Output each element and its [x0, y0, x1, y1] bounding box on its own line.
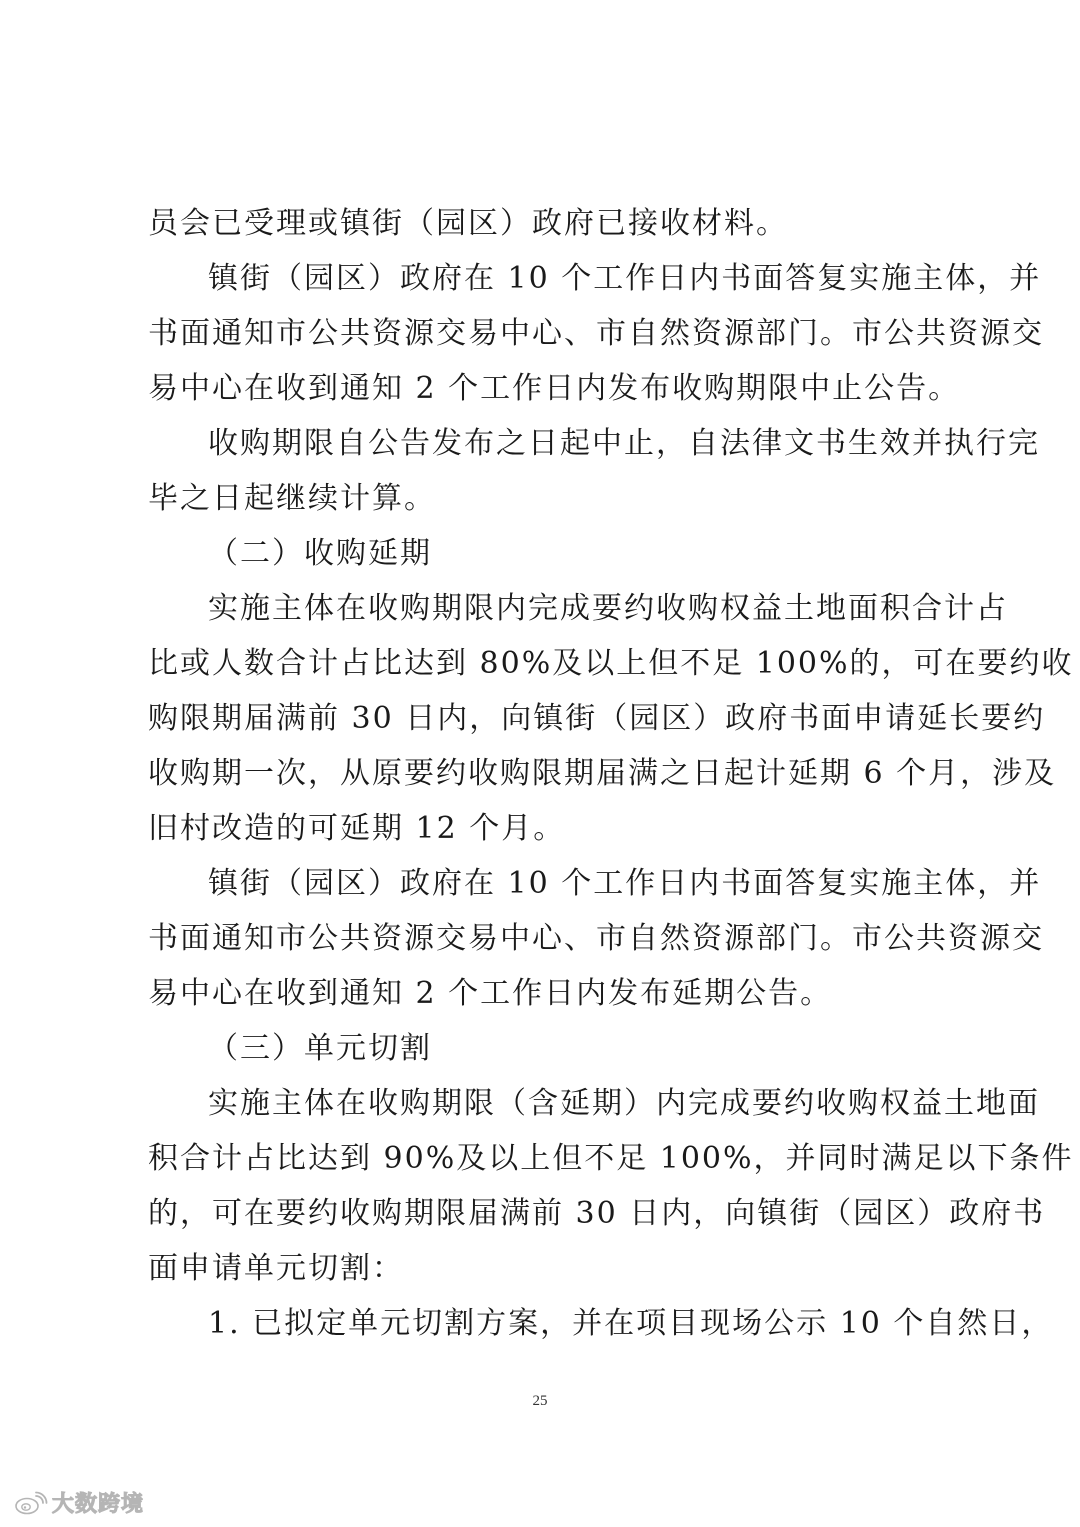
- paragraph-line: 收购期一次，从原要约收购限期届满之日起计延期 6 个月，涉及: [148, 756, 1057, 791]
- weibo-style-logo-icon: [14, 1491, 48, 1515]
- paragraph-line: 收购期限自公告发布之日起中止，自法律文书生效并执行完: [208, 426, 1040, 461]
- paragraph-line: 旧村改造的可延期 12 个月。: [148, 811, 566, 846]
- paragraph-line: 镇街（园区）政府在 10 个工作日内书面答复实施主体，并: [208, 261, 1042, 296]
- paragraph-line: 实施主体在收购期限内完成要约收购权益土地面积合计占: [208, 591, 1008, 626]
- watermark-text: 大数跨境: [52, 1492, 145, 1517]
- paragraph-line: 比或人数合计占比达到 80%及以上但不足 100%的，可在要约收: [148, 646, 1074, 681]
- paragraph-line: 员会已受理或镇街（园区）政府已接收材料。: [148, 206, 788, 241]
- paragraph-line: 易中心在收到通知 2 个工作日内发布延期公告。: [148, 976, 833, 1011]
- paragraph-line: 书面通知市公共资源交易中心、市自然资源部门。市公共资源交: [148, 921, 1044, 956]
- paragraph-line: 的，可在要约收购期限届满前 30 日内，向镇街（园区）政府书: [148, 1196, 1046, 1231]
- paragraph-line: 购限期届满前 30 日内，向镇街（园区）政府书面申请延长要约: [148, 701, 1046, 736]
- paragraph-line: 积合计占比达到 90%及以上但不足 100%，并同时满足以下条件: [148, 1141, 1074, 1176]
- paragraph-line: 书面通知市公共资源交易中心、市自然资源部门。市公共资源交: [148, 316, 1044, 351]
- section-heading: （三）单元切割: [208, 1031, 432, 1066]
- paragraph-line: 面申请单元切割：: [148, 1251, 404, 1286]
- paragraph-line: 实施主体在收购期限（含延期）内完成要约收购权益土地面: [208, 1086, 1040, 1121]
- paragraph-line: 易中心在收到通知 2 个工作日内发布收购期限中止公告。: [148, 371, 961, 406]
- paragraph-line: 镇街（园区）政府在 10 个工作日内书面答复实施主体，并: [208, 866, 1042, 901]
- watermark: [14, 1487, 144, 1518]
- list-item: 1. 已拟定单元切割方案，并在项目现场公示 10 个自然日，: [208, 1306, 1054, 1341]
- page-number: 25: [532, 1393, 548, 1409]
- section-heading: （二）收购延期: [208, 536, 432, 571]
- paragraph-line: 毕之日起继续计算。: [148, 481, 436, 516]
